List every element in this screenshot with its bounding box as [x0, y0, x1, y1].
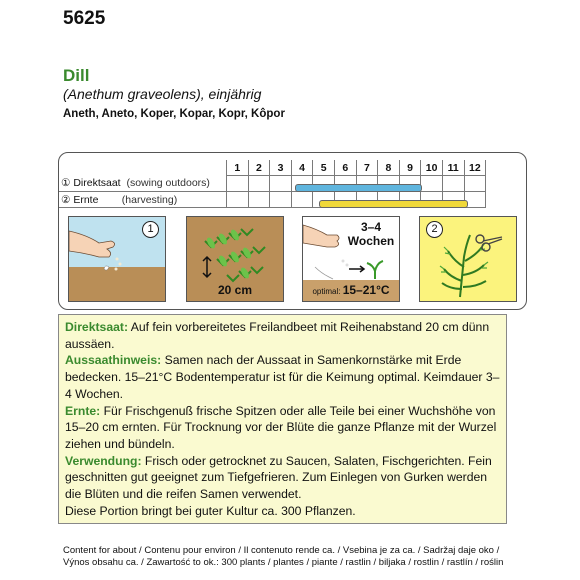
harvest-heading: Ernte: — [65, 403, 101, 418]
step-1-badge: 1 — [142, 221, 159, 238]
month-header: 8 — [378, 160, 400, 176]
use-heading: Verwendung: — [65, 453, 142, 468]
germination-pictogram — [302, 216, 400, 302]
sowing-label: ① Direktsaat — [61, 177, 121, 190]
temperature-prefix: optimal: — [312, 287, 341, 296]
month-header: 5 — [313, 160, 335, 176]
month-header: 2 — [248, 160, 270, 176]
harvest-text: Für Frischgenuß frische Spitzen oder alle Teile bei einer Wuchshöhe von 15–20 cm ernten. Für Trocknung vor der Blüte die ganze Pflanze mit der Wurzel ziehen und bündeln. — [65, 403, 497, 451]
content-footer — [63, 545, 533, 569]
germination-time: 3–4 Wochen — [347, 220, 395, 248]
temperature-strip — [303, 280, 399, 301]
month-header: 9 — [399, 160, 421, 176]
spacing-label: 20 cm — [217, 283, 253, 297]
sowing-period-bar — [295, 184, 422, 192]
spacing-pictogram — [186, 216, 284, 302]
sowing-heading: Direktsaat: — [65, 320, 128, 334]
harvest-period-bar — [319, 200, 468, 208]
month-header: 3 — [270, 160, 292, 176]
lifecycle: einjährig — [208, 86, 262, 102]
month-header: 1 — [227, 160, 249, 176]
month-header: 7 — [356, 160, 378, 176]
sowing-pictogram — [68, 216, 166, 302]
latin-line — [63, 86, 261, 102]
harvest-label: ② Ernte — [61, 193, 99, 206]
temperature-value: 15–21°C — [342, 283, 390, 297]
plant-name: Dill — [63, 66, 90, 85]
alias-names: Aneth, Aneto, Koper, Kopar, Kopr, Kôpor — [63, 108, 285, 120]
sowing-text: Auf fein vorbereitetes Freilandbeet mit Reihenabstand 20 cm dünn aussäen. — [65, 320, 490, 351]
hint-paragraph — [65, 352, 500, 402]
portion-note: Diese Portion bringt bei guter Kultur ca. 300 Pflanzen. — [65, 503, 356, 518]
hint-heading: Aussaathinweis: — [65, 353, 162, 368]
harvest-sublabel: (harvesting) — [121, 193, 178, 206]
harvest-paragraph — [65, 403, 500, 453]
step-2-badge: 2 — [426, 221, 443, 238]
month-header: 6 — [334, 160, 356, 176]
sowing-paragraph — [65, 319, 500, 352]
cultivation-instructions — [58, 314, 507, 524]
harvest-pictogram — [419, 216, 517, 302]
hint-text: Samen nach der Aussaat in Samenkornstärke mit Erde bedecken. 15–21°C Bodentemperatur ist für die Keimung optimal. Keimdauer 3–4 Wochen. — [65, 353, 500, 401]
month-header: 4 — [291, 160, 313, 176]
month-header: 10 — [421, 160, 443, 176]
footer-line-2: Výnos obsahu ca. / Zawartość to ok.: 300 plants / plantes / piante / rastlin / biljaka / rostlin / rastlín / roślin — [63, 557, 504, 568]
latin-name: (Anethum graveolens), — [63, 86, 205, 102]
footer-line-1: Content for about / Contenu pour environ / Il contenuto rende ca. / Vsebina je za ca. / Sadržaj daje oko / — [63, 545, 500, 556]
use-paragraph — [65, 453, 500, 503]
month-header: 11 — [442, 160, 464, 176]
sowing-sublabel: (sowing outdoors) — [126, 177, 210, 190]
calendar-header-row — [59, 160, 486, 176]
use-text: Frisch oder getrocknet zu Saucen, Salaten, Fischgerichten. Fein geschnitten gut geeignet zum Tiefgefrieren. Zum Einlegen von Gurken werden die Blüten und die reifen Samen verwendet. — [65, 453, 492, 502]
article-number: 5625 — [63, 8, 106, 29]
month-header: 12 — [464, 160, 486, 176]
